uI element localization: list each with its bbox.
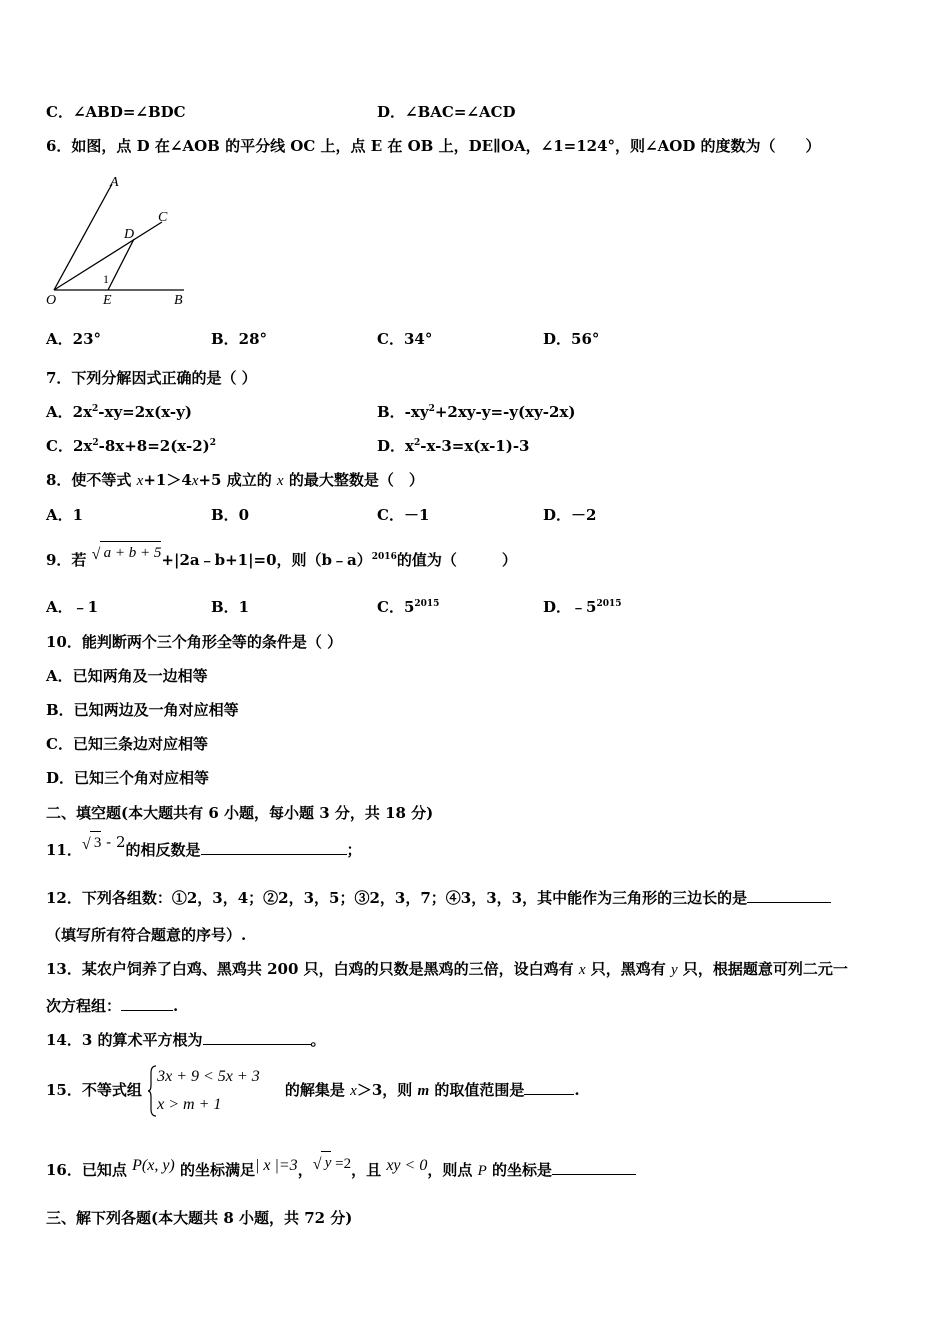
label-d: D	[124, 227, 135, 242]
label-a: A	[110, 175, 119, 190]
q15-stem: 15．不等式组 3x + 9 < 5x + 3 x > m + 1 的解集是 x＞3，则 m 的取值范围是 .	[46, 1062, 580, 1119]
q7-stem: 7．下列分解因式正确的是（ ）	[46, 369, 257, 387]
q9-stem: 9．若 √ a + b + 5+|2a﹣b+1|=0，则（b﹣a）$^{2016}$的值为（ ）	[46, 550, 517, 571]
label-o: O	[46, 293, 57, 308]
q5-option-d: D．∠BAC=∠ACD	[377, 103, 516, 121]
q12-line1: 12．下列各组数：①2，3，4；②2，3，5；③2，3，7；④3，3，3，其中能作为三角形的三边长的是	[46, 888, 831, 908]
q9-option-b: B．1	[211, 598, 250, 616]
q11-radical: √ 3	[82, 833, 102, 853]
q12-answer-blank[interactable]	[747, 888, 831, 903]
q9-option-c: C．$5^{2015}$	[377, 598, 440, 616]
q7-option-d: D．$x^2-x-3=x(x-1)-3$	[377, 437, 530, 455]
q11-stem: 11． √ 3 - 2的相反数是 ；	[46, 833, 362, 859]
q8-stem: 8．使不等式 x+1＞4x+5 成立的 x 的最大整数是（ ）	[46, 471, 424, 489]
q8-option-c: C．－1	[377, 506, 430, 524]
q11-answer-blank[interactable]	[201, 840, 347, 855]
q6-figure	[40, 170, 200, 310]
section-2-heading: 二、填空题(本大题共有 6 小题，每小题 3 分，共 18 分)	[46, 804, 434, 822]
label-b: B	[174, 293, 183, 308]
q8-option-b: B．0	[211, 506, 250, 524]
q6-option-d: D．56°	[543, 330, 600, 348]
q10-option-d: D．已知三个角对应相等	[46, 769, 210, 787]
section-3-heading: 三、解下列各题(本大题共 8 小题，共 72 分)	[46, 1209, 353, 1227]
label-1: 1	[103, 272, 109, 286]
q8-option-d: D．－2	[543, 506, 597, 524]
q15-brace	[147, 1063, 157, 1119]
q12-line2: （填写所有符合题意的序号）.	[46, 926, 247, 944]
q10-option-b: B．已知两边及一角对应相等	[46, 701, 239, 719]
q16-answer-blank[interactable]	[552, 1160, 636, 1175]
q7-option-a: A．$2x^2-xy=2x(x-y)$	[46, 403, 192, 421]
q16-stem: 16．已知点 P(x, y) 的坐标满足| x |=3， √ y =2，且 xy < 0，则点 P 的坐标是	[46, 1160, 636, 1181]
q15-answer-blank[interactable]	[524, 1080, 574, 1095]
q14-answer-blank[interactable]	[203, 1030, 311, 1045]
q10-option-c: C．已知三条边对应相等	[46, 735, 208, 753]
q6-option-b: B．28°	[211, 330, 268, 348]
q15-system: 3x + 9 < 5x + 3 x > m + 1	[157, 1068, 260, 1113]
q10-option-a: A．已知两角及一边相等	[46, 667, 208, 685]
q5-option-c: C．∠ABD=∠BDC	[46, 103, 186, 121]
label-e: E	[103, 293, 112, 308]
q9-option-a: A．﹣1	[46, 598, 99, 616]
q8-option-a: A．1	[46, 506, 84, 524]
q6-stem: 6．如图，点 D 在∠AOB 的平分线 OC 上，点 E 在 OB 上，DE∥OA，∠1=124°，则∠AOD 的度数为（ ）	[46, 137, 821, 155]
q14-stem: 14．3 的算术平方根为 。	[46, 1031, 326, 1049]
q7-option-b: B．$-xy^2+2xy-y=-y(xy-2x)$	[377, 403, 576, 421]
q9-radical: √ a + b + 5	[92, 543, 162, 563]
segment-de	[108, 239, 134, 290]
q6-option-a: A．23°	[46, 330, 102, 348]
q6-option-c: C．34°	[377, 330, 433, 348]
q7-option-c: C．$2x^2-8x+8=2(x-2)^2$	[46, 437, 217, 455]
label-c: C	[158, 210, 168, 225]
q9-option-d: D．$﹣5^{2015}$	[543, 598, 622, 616]
q10-stem: 10．能判断两个三个角形全等的条件是（ ）	[46, 633, 343, 651]
q13-answer-blank[interactable]	[121, 996, 173, 1011]
q13-line1: 13．某农户饲养了白鸡、黑鸡共 200 只，白鸡的只数是黑鸡的三倍，设白鸡有 x 只，黑鸡有 y 只，根据题意可列二元一	[46, 960, 848, 978]
q16-radical: √ y	[313, 1153, 332, 1173]
q13-line2: 次方程组： .	[46, 997, 179, 1015]
